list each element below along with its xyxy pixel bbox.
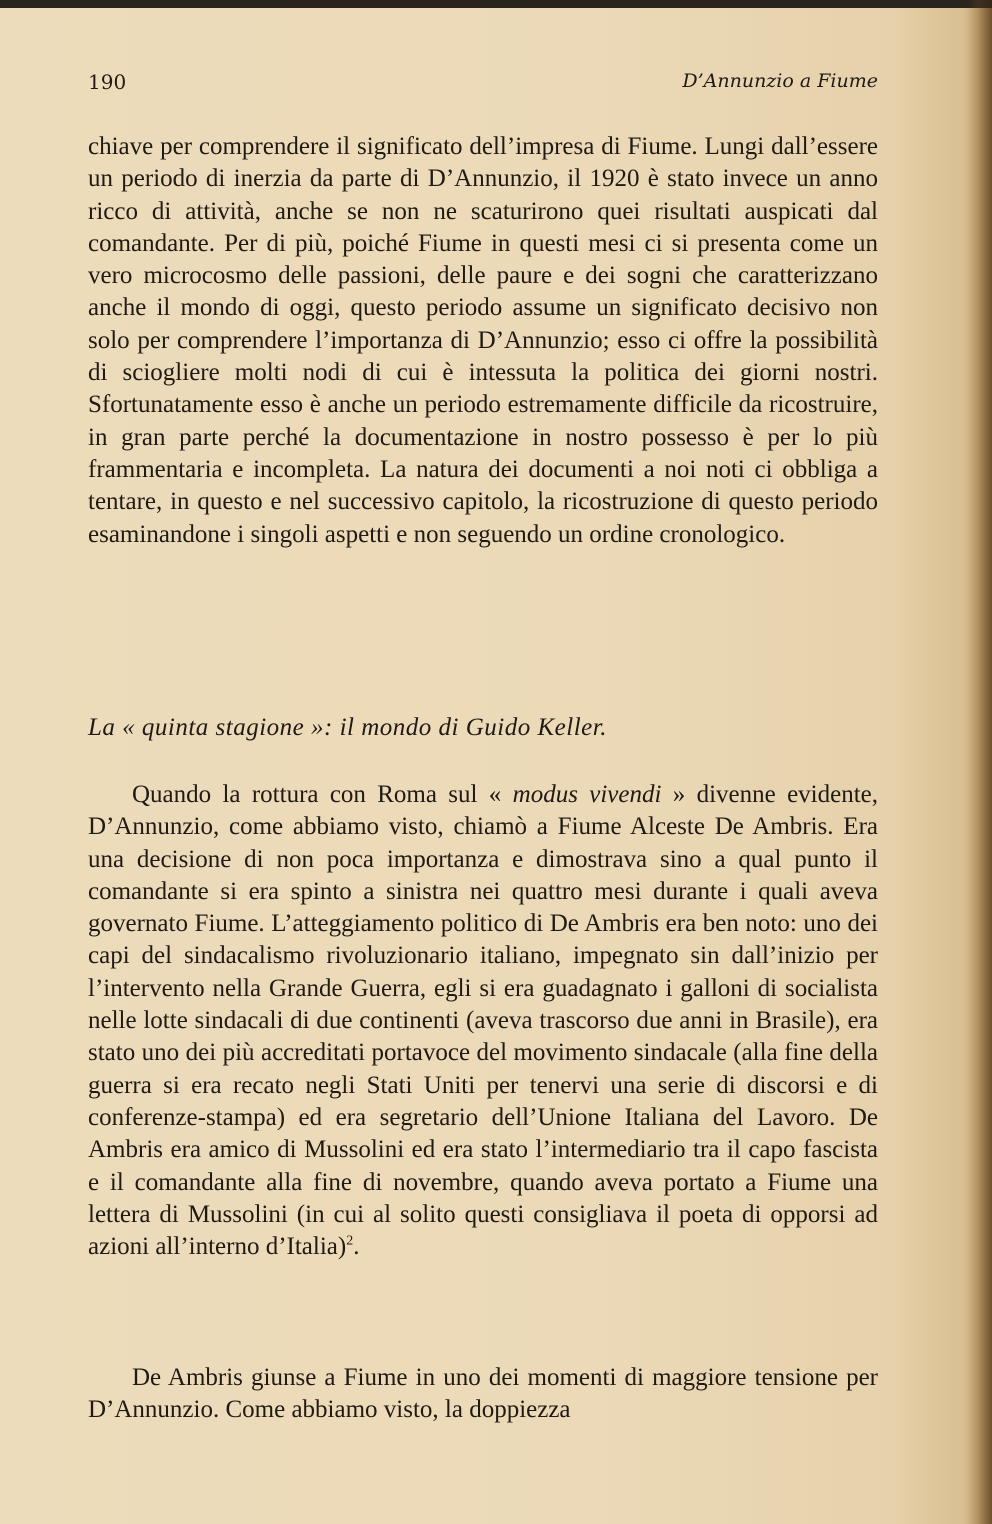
page-gutter-shadow bbox=[968, 0, 992, 1524]
section-heading: La « quinta stagione »: il mondo di Guido Keller. bbox=[88, 714, 607, 741]
paragraph-2-body: » divenne evidente, D’Annunzio, come abbiamo visto, chiamò a Fiume Alceste De Ambris. Era una decisione di non poca importanza e dimostrava sino a qual punto il comandante si era spinto a sinistra nei quattro mesi durante i quali aveva governato Fiume. L’atteggiamento politico di De Ambris era ben noto: uno dei capi del sindacalismo rivoluzionario italiano, impegnato sin dall’inizio per l’intervento nella Grande Guerra, egli si era guadagnato i galloni di socialista nelle lotte sindacali di due continenti (aveva trascorso due anni in Brasile), era stato uno dei più accreditati portavoce del movimento sindacale (alla fine della guerra si era recato negli Stati Uniti per tenervi una serie di discorsi e di conferenze-stampa) ed era segretario dell’Unione Italiana del Lavoro. De Ambris era amico di Mussolini ed era stato l’intermediario tra il capo fascista e il comandante alla fine di novembre, quando aveva portato a Fiume una lettera di Mussolini (in cui al solito questi consigliava il poeta di opporsi ad azioni all’interno d’Italia) bbox=[88, 781, 878, 1261]
paragraph-1 bbox=[88, 131, 878, 551]
paragraph-3 bbox=[88, 1362, 878, 1427]
running-title: D’Annunzio a Fiume bbox=[682, 70, 878, 92]
page-number: 190 bbox=[88, 70, 127, 94]
page-header bbox=[88, 70, 878, 102]
paragraph-2-end: . bbox=[353, 1233, 360, 1261]
scan-top-edge bbox=[0, 0, 992, 8]
paragraph-3-text: De Ambris giunse a Fiume in uno dei momenti di maggiore tensione per D’Annunzio. Come abbiamo visto, la doppiezza bbox=[88, 1364, 878, 1424]
footnote-marker: 2 bbox=[346, 1233, 354, 1249]
paragraph-2 bbox=[88, 779, 878, 1263]
paragraph-1-text: chiave per comprendere il significato dell’impresa di Fiume. Lungi dall’essere un periodo di inerzia da parte di D’Annunzio, il 1920 è stato invece un anno ricco di attività, anche se non ne scaturirono quei risultati auspicati dal comandante. Per di più, poiché Fiume in questi mesi ci si presenta come un vero microcosmo delle passioni, delle paure e dei sogni che caratterizzano anche il mondo di oggi, questo periodo assume un significato decisivo non solo per comprendere l’importanza di D’Annunzio; esso ci offre la possibilità di sciogliere molti nodi di cui è intessuta la politica dei giorni nostri. Sfortunatamente esso è anche un periodo estremamente difficile da ricostruire, in gran parte perché la documentazione in nostro possesso è per lo più frammentaria e incompleta. La natura dei documenti a noi noti ci obbliga a tentare, in questo e nel successivo capitolo, la ricostruzione di questo periodo esaminandone i singoli aspetti e non seguendo un ordine cronologico. bbox=[88, 133, 878, 548]
paragraph-2-italic: modus vivendi bbox=[512, 781, 662, 808]
paragraph-2-text bbox=[88, 779, 878, 1263]
paragraph-2-start: Quando la rottura con Roma sul « bbox=[132, 781, 513, 808]
